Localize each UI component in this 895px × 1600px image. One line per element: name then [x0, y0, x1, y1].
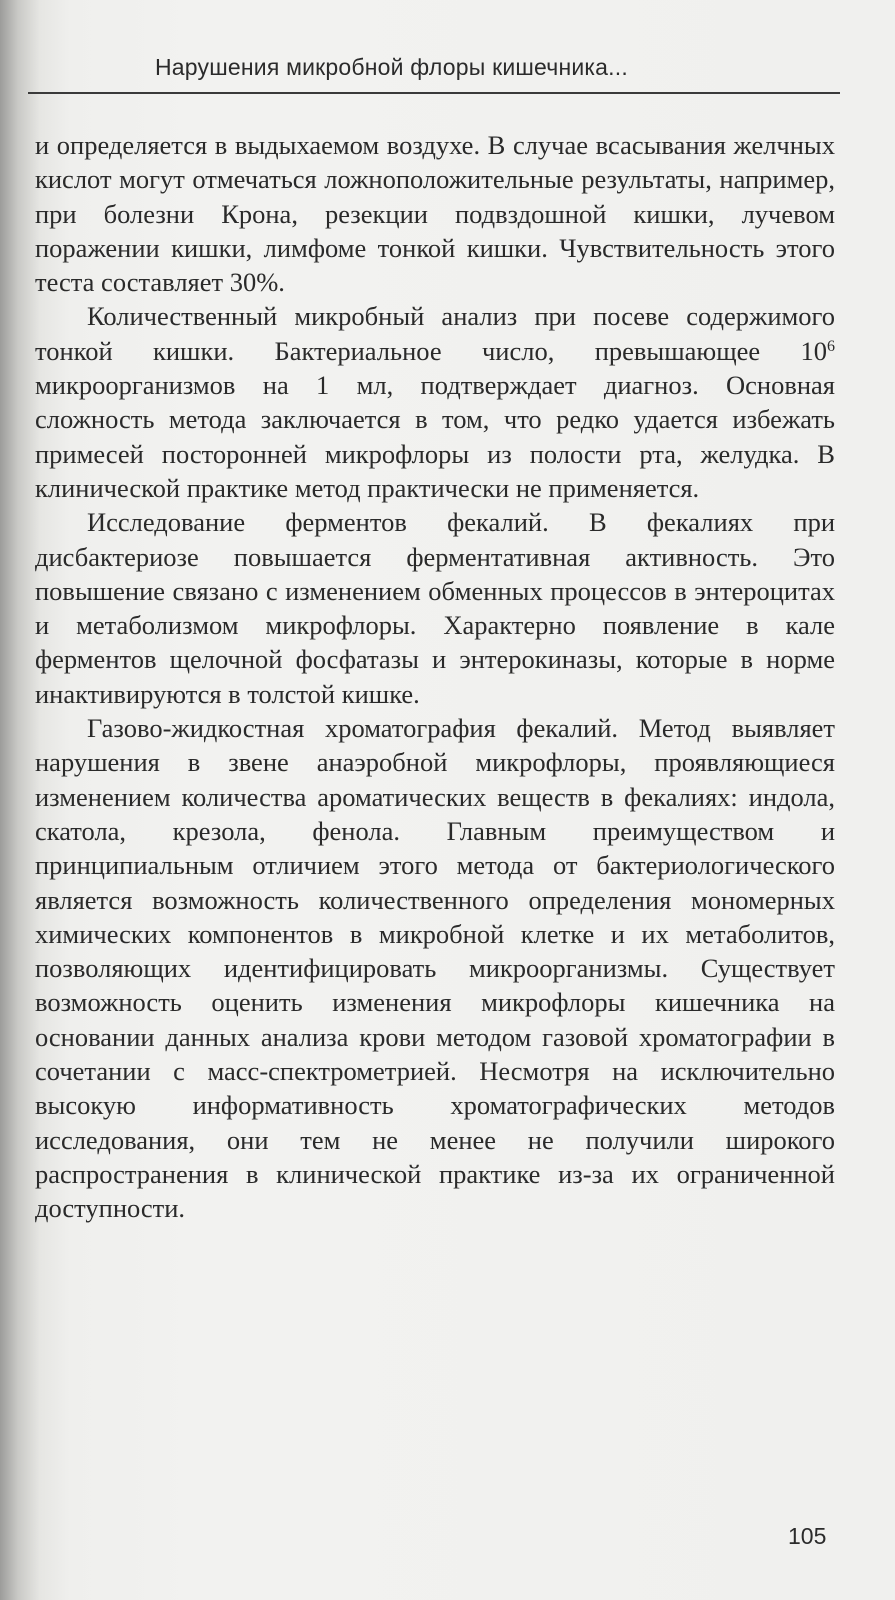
running-head: Нарушения микробной флоры кишечника... — [155, 54, 628, 80]
body-text — [35, 128, 835, 1226]
paragraph-gas-chromatography: Газово-жидкостная хроматография фекалий. Метод выявляет нарушения в звене анаэробной микрофлоры, проявляющиеся изменением количества ароматических веществ в фекалиях: индола, скатола, крезола, фенола. Главным преимуществом и принципиальным отличием этого метода от бактериологического является возможность количественного определения мономерных химических компонентов в микробной клетке и их метаболитов, позволяющих идентифицировать микроорганизмы. Существует возможность оценить изменения микрофлоры кишечника на основании данных анализа крови методом газовой хроматографии в сочетании с масс-спектрометрией. Несмотря на исключительно высокую информативность хроматографических методов исследования, они тем не менее не получили широкого распространения в клинической практике из-за их ограниченной доступности. — [35, 713, 835, 1224]
header-rule — [28, 92, 840, 94]
paragraph-quantitative-analysis — [35, 299, 835, 505]
page-number: 105 — [788, 1523, 827, 1549]
paragraph-continued: и определяется в выдыхаемом воздухе. В случае всасывания желчных кислот могут отмечаться ложноположительные результаты, например, при болезни Крона, резекции подвздошной кишки, лучевом поражении кишки, лимфоме тонкой кишки. Чувствительность этого теста составляет 30%. — [35, 130, 835, 298]
paragraph-text: Количественный микробный анализ при посеве содержимого тонкой кишки. Бактериальное число, превышающее 10 — [35, 301, 835, 366]
paragraph-text: микроорганизмов на 1 мл, подтверждает диагноз. Основная сложность метода заключается в том, что редко удается избежать примесей посторонней микрофлоры из полости рта, желудка. В клинической практике метод практически не применяется. — [35, 370, 835, 503]
paragraph-fecal-enzymes: Исследование ферментов фекалий. В фекалиях при дисбактериозе повышается ферментативная активность. Это повышение связано с изменением обменных процессов в энтероцитах и метаболизмом микрофлоры. Характерно появление в кале ферментов щелочной фосфатазы и энтерокиназы, которые в норме инактивируются в толстой кишке. — [35, 507, 835, 709]
superscript-exponent: 6 — [827, 337, 835, 355]
